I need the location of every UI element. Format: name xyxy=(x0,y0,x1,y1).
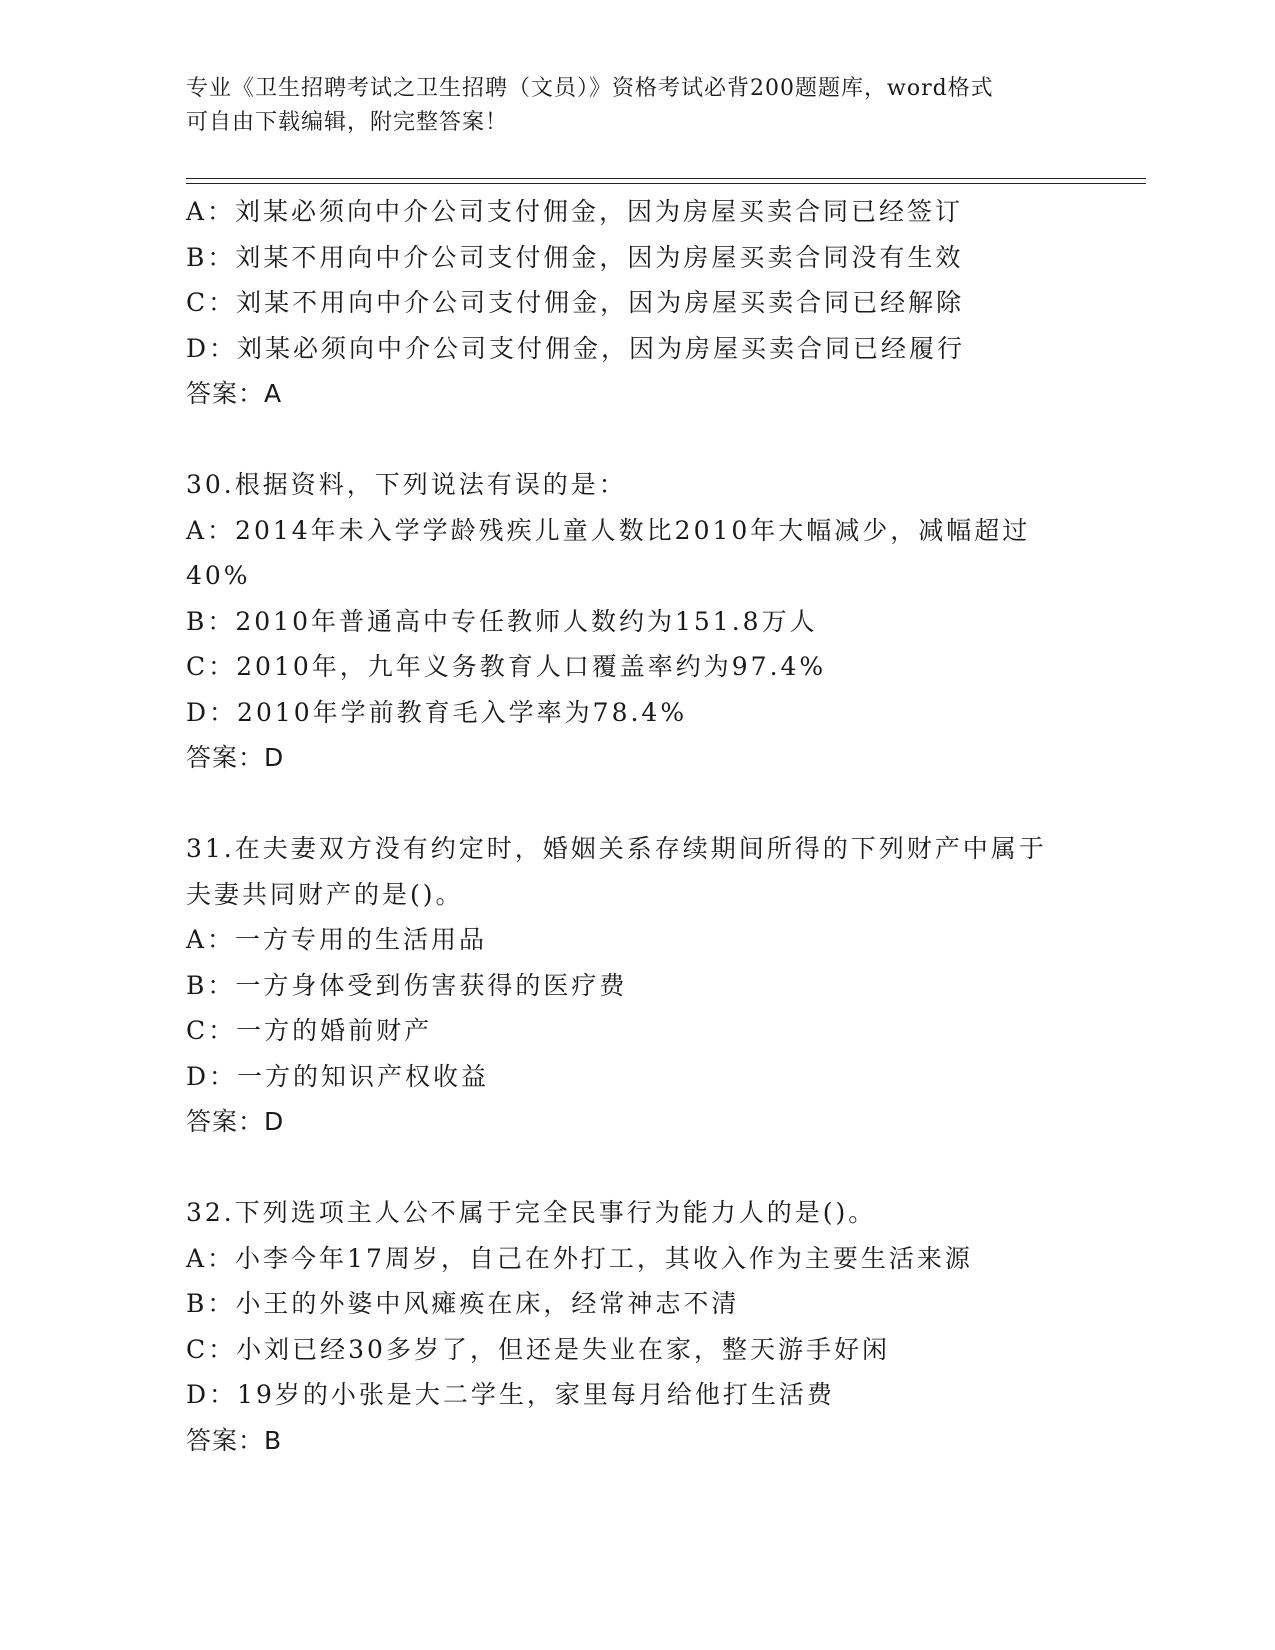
header-divider-top xyxy=(186,178,1146,179)
option-c: C：一方的婚前财产 xyxy=(186,1016,433,1045)
option-a: A：刘某必须向中介公司支付佣金，因为房屋买卖合同已经签订 xyxy=(186,197,964,226)
option-c: C：小刘已经30多岁了，但还是失业在家，整天游手好闲 xyxy=(186,1334,890,1364)
option-c: C：刘某不用向中介公司支付佣金，因为房屋买卖合同已经解除 xyxy=(186,288,965,317)
spacer xyxy=(186,1145,1126,1191)
option-d: D：刘某必须向中介公司支付佣金，因为房屋买卖合同已经履行 xyxy=(186,333,966,363)
option-b: B：2010年普通高中专任教师人数约为151.8万人 xyxy=(186,606,818,636)
answer-29: 答案：A xyxy=(186,379,283,408)
option-a-continued: 40% xyxy=(186,561,251,590)
question-31 xyxy=(186,826,1126,1145)
question-32 xyxy=(186,1190,1126,1463)
option-c: C：2010年，九年义务教育人口覆盖率约为97.4% xyxy=(186,652,827,681)
option-d: D：19岁的小张是大二学生，家里每月给他打生活费 xyxy=(186,1380,835,1409)
question-list xyxy=(186,189,1126,1463)
spacer xyxy=(186,781,1126,827)
document-header xyxy=(186,72,1086,140)
header-divider-bottom xyxy=(186,183,1146,184)
answer-32: 答案：B xyxy=(186,1425,283,1455)
question-text: 30.根据资料，下列说法有误的是： xyxy=(186,470,627,499)
option-b: B：小王的外婆中风瘫痪在床，经常神志不清 xyxy=(186,1289,740,1318)
question-29 xyxy=(186,189,1126,417)
question-text: 32.下列选项主人公不属于完全民事行为能力人的是()。 xyxy=(186,1198,877,1227)
option-d: D：2010年学前教育毛入学率为78.4% xyxy=(186,697,688,727)
option-d: D：一方的知识产权收益 xyxy=(186,1061,490,1091)
header-line-1: 专业《卫生招聘考试之卫生招聘（文员）》资格考试必背200题题库，word格式 xyxy=(186,76,994,101)
question-30 xyxy=(186,462,1126,781)
question-text-continued: 夫妻共同财产的是()。 xyxy=(186,879,464,909)
answer-31: 答案：D xyxy=(186,1107,285,1136)
option-a: A：2014年未入学学龄残疾儿童人数比2010年大幅减少，减幅超过 xyxy=(186,515,1031,545)
option-b: B：一方身体受到伤害获得的医疗费 xyxy=(186,970,628,1000)
spacer xyxy=(186,417,1126,463)
option-b: B：刘某不用向中介公司支付佣金，因为房屋买卖合同没有生效 xyxy=(186,242,964,272)
option-a: A：小李今年17周岁，自己在外打工，其收入作为主要生活来源 xyxy=(186,1243,973,1273)
option-a: A：一方专用的生活用品 xyxy=(186,925,488,954)
question-text: 31.在夫妻双方没有约定时，婚姻关系存续期间所得的下列财产中属于 xyxy=(186,834,1047,863)
answer-30: 答案：D xyxy=(186,743,285,772)
header-line-2: 可自由下载编辑，附完整答案！ xyxy=(186,110,509,135)
